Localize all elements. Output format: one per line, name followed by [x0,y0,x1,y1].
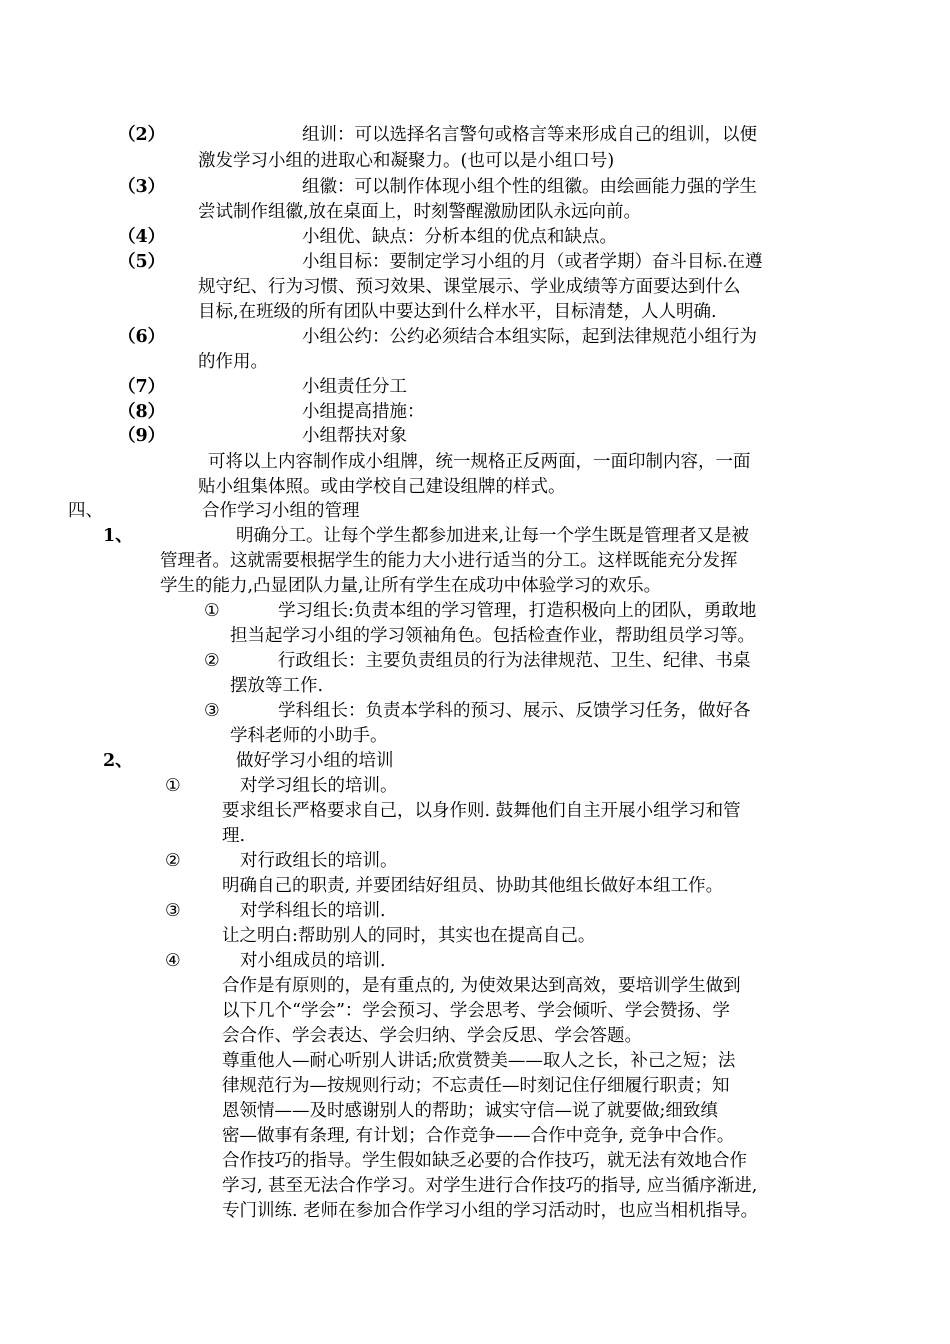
item-title: 小组目标：要制定学习小组的月（或者学期）奋斗目标.在遵 [302,252,763,272]
training-text: 律规范行为—按规则行动；不忘责任—时刻记住仔细履行职责；知 [222,1076,730,1096]
training-text: 学习, 甚至无法合作学习。对学生进行合作技巧的指导, 应当循序渐进, [222,1176,758,1196]
item-number: （8） [118,402,166,422]
circled-number: ① [204,601,220,621]
item-number: （2） [118,125,166,145]
role-text: 学科组长：负责本学科的预习、展示、反馈学习任务，做好各 [278,701,751,721]
paragraph-text: 管理者。这就需要根据学生的能力大小进行适当的分工。这样既能充分发挥 [160,551,738,571]
training-title: 对学科组长的培训. [240,901,386,921]
item-number: （3） [118,177,166,197]
training-text: 恩领情——及时感谢别人的帮助；诚实守信—说了就要做;细致缜 [222,1101,718,1121]
training-text: 专门训练. 老师在参加合作学习小组的学习活动时，也应当相机指导。 [222,1201,759,1221]
item-text: 激发学习小组的进取心和凝聚力。(也可以是小组口号) [198,151,615,171]
circled-number: ② [204,651,220,671]
training-text: 明确自己的职责, 并要团结好组员、协助其他组长做好本组工作。 [222,876,724,896]
circled-number: ③ [204,701,220,721]
item-number: （4） [118,227,166,247]
training-text: 会合作、学会表达、学会归纳、学会反思、学会答题。 [222,1026,642,1046]
training-text: 尊重他人—耐心听别人讲话;欣赏赞美——取人之长，补己之短；法 [222,1051,736,1071]
section-number: 四、 [68,501,103,521]
item-title: 小组公约：公约必须结合本组实际，起到法律规范小组行为 [302,327,757,347]
part-number: 2、 [103,751,133,771]
role-text: 摆放等工作. [230,676,324,696]
role-text: 学科老师的小助手。 [230,726,388,746]
item-title: 小组优、缺点：分析本组的优点和缺点。 [302,227,617,247]
role-text: 行政组长：主要负责组员的行为法律规范、卫生、纪律、书桌 [278,651,751,671]
item-text: 的作用。 [198,352,268,372]
training-text: 合作是有原则的，是有重点的, 为使效果达到高效，要培训学生做到 [222,976,741,996]
item-number: （6） [118,327,166,347]
note-text: 可将以上内容制作成小组牌，统一规格正反两面，一面印制内容，一面 [208,452,751,472]
training-text: 让之明白:帮助别人的同时，其实也在提高自己。 [222,926,596,946]
item-title: 小组责任分工 [302,377,407,397]
note-text: 贴小组集体照。或由学校自己建设组牌的样式。 [198,477,566,497]
training-text: 要求组长严格要求自己，以身作则. 鼓舞他们自主开展小组学习和管 [222,801,741,821]
circled-number: ① [165,776,181,796]
training-title: 对学习组长的培训。 [240,776,398,796]
part-title: 做好学习小组的培训 [236,751,394,771]
item-title: 组徽：可以制作体现小组个性的组徽。由绘画能力强的学生 [302,177,757,197]
role-text: 学习组长:负责本组的学习管理，打造积极向上的团队，勇敢地 [278,601,757,621]
item-title: 小组帮扶对象 [302,426,407,446]
paragraph-text: 学生的能力,凸显团队力量,让所有学生在成功中体验学习的欢乐。 [160,576,662,596]
section-title: 合作学习小组的管理 [202,501,360,521]
item-number: （9） [118,426,166,446]
circled-number: ④ [165,951,181,971]
training-text: 理. [222,826,246,846]
circled-number: ③ [165,901,181,921]
training-title: 对小组成员的培训. [240,951,386,971]
training-text: 以下几个“学会”：学会预习、学会思考、学会倾听、学会赞扬、学 [222,1001,730,1021]
part-number: 1、 [103,526,133,546]
paragraph-text: 明确分工。让每个学生都参加进来,让每一个学生既是管理者又是被 [236,526,750,546]
item-number: （7） [118,377,166,397]
item-text: 规守纪、行为习惯、预习效果、课堂展示、学业成绩等方面要达到什么 [198,277,741,297]
training-text: 合作技巧的指导。学生假如缺乏必要的合作技巧，就无法有效地合作 [222,1151,747,1171]
item-text: 尝试制作组徽,放在桌面上，时刻警醒激励团队永远向前。 [198,202,642,222]
item-number: （5） [118,252,166,272]
role-text: 担当起学习小组的学习领袖角色。包括检查作业，帮助组员学习等。 [230,626,755,646]
item-text: 目标,在班级的所有团队中要达到什么样水平，目标清楚，人人明确. [198,302,717,322]
item-title: 小组提高措施： [302,402,425,422]
training-text: 密—做事有条理, 有计划；合作竞争——合作中竞争, 竞争中合作。 [222,1126,735,1146]
training-title: 对行政组长的培训。 [240,851,398,871]
item-title: 组训：可以选择名言警句或格言等来形成自己的组训，以便 [302,125,757,145]
circled-number: ② [165,851,181,871]
